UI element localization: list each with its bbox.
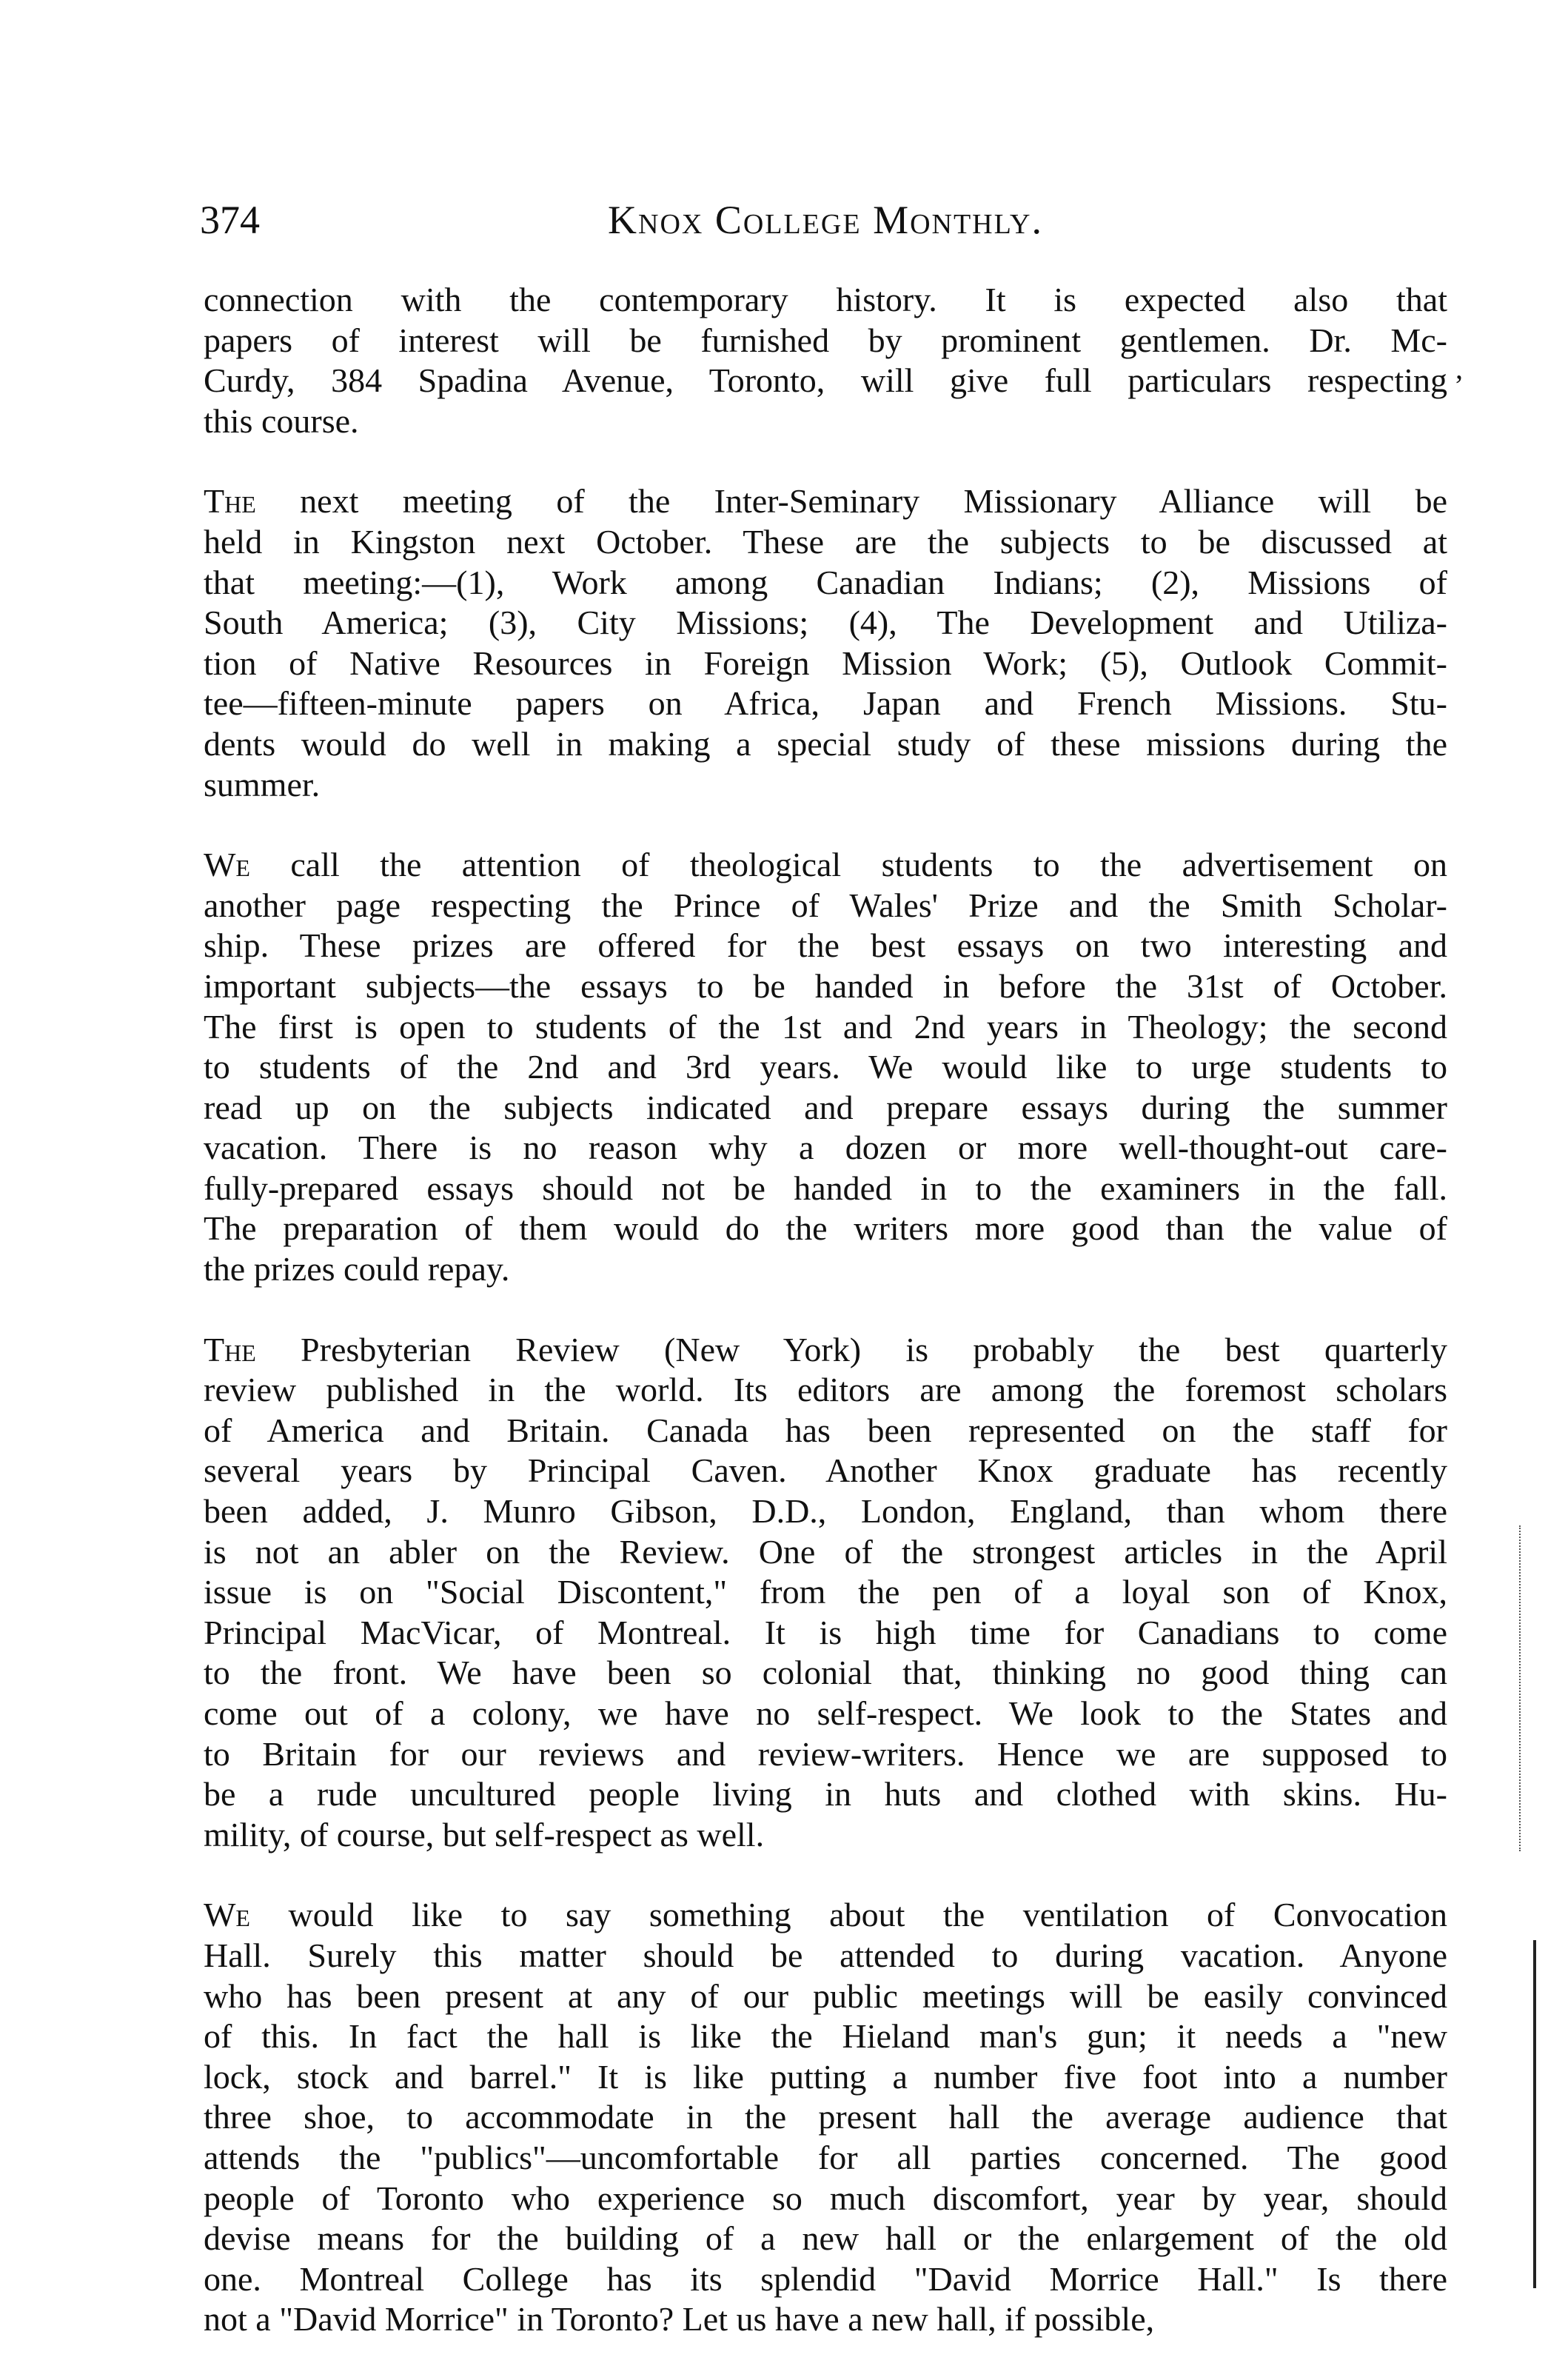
text-line — [204, 1895, 1447, 1936]
line-text: who has been present at any of our public meetings will be easily convinced — [204, 1976, 1447, 2015]
line-text: of this. In fact the hall is like the Hieland man's gun; it needs a "new — [204, 2017, 1447, 2056]
text-line — [204, 644, 1447, 684]
line-text: to students of the 2nd and 3rd years. We would like to urge students to — [204, 1048, 1447, 1086]
binding-edge-dots — [1519, 1525, 1522, 1851]
line-text: people of Toronto who experience so much discomfort, year by year, should — [204, 2179, 1447, 2217]
text-line — [204, 1169, 1447, 1209]
text-line — [204, 1734, 1447, 1775]
stray-mark: , — [1455, 352, 1463, 385]
line-text: Curdy, 384 Spadina Avenue, Toronto, will give full particulars respecting — [204, 361, 1447, 400]
paragraph — [204, 481, 1447, 805]
line-text: review published in the world. Its editors are among the foremost scholars — [204, 1371, 1447, 1409]
line-text: the prizes could repay. — [204, 1250, 510, 1288]
line-text: ship. These prizes are offered for the best essays on two interesting and — [204, 926, 1447, 965]
text-line — [204, 1088, 1447, 1129]
text-line — [204, 1330, 1447, 1371]
line-text: fully-prepared essays should not be handed in to the examiners in the fall. — [204, 1169, 1447, 1207]
page-number: 374 — [200, 198, 260, 242]
paragraph — [204, 280, 1447, 441]
line-text: come out of a colony, we have no self-respect. We look to the States and — [204, 1694, 1447, 1732]
text-line — [204, 481, 1447, 522]
text-line — [204, 1572, 1447, 1613]
line-text: would like to say something about the ventilation of Convocation — [249, 1896, 1447, 1934]
line-text: one. Montreal College has its splendid "David Morrice Hall." Is there — [204, 2259, 1447, 2298]
line-text: be a rude uncultured people living in huts and clothed with skins. Hu- — [204, 1775, 1447, 1814]
text-line — [204, 1653, 1447, 1694]
text-line — [204, 2057, 1447, 2098]
paragraph-lead-word: We — [204, 1896, 250, 1934]
line-text: Principal MacVicar, of Montreal. It is high time for Canadians to come — [204, 1613, 1447, 1651]
text-line — [204, 401, 1447, 442]
line-text: several years by Principal Caven. Another Knox graduate has recently — [204, 1451, 1447, 1490]
article-body — [204, 280, 1447, 2380]
text-line — [204, 765, 1447, 806]
text-line — [204, 522, 1447, 563]
text-line — [204, 321, 1447, 361]
text-line — [204, 2179, 1447, 2219]
line-text: three shoe, to accommodate in the present hall the average audience that — [204, 2098, 1447, 2136]
text-line — [204, 1613, 1447, 1654]
text-line — [204, 1815, 1447, 1856]
text-line — [204, 1128, 1447, 1169]
text-line — [204, 724, 1447, 765]
line-text: not a "David Morrice" in Toronto? Let us have a new hall, if possible, — [204, 2300, 1155, 2339]
text-line — [204, 2016, 1447, 2057]
line-text: issue is on "Social Discontent," from the pen of a loyal son of Knox, — [204, 1573, 1447, 1611]
line-text: dents would do well in making a special study of these missions during the — [204, 724, 1447, 763]
text-line — [204, 683, 1447, 724]
paragraph — [204, 1895, 1447, 2340]
line-text: The preparation of them would do the writers more good than the value of — [204, 1209, 1447, 1248]
text-line — [204, 1047, 1447, 1088]
line-text: lock, stock and barrel." It is like putting a number five foot into a number — [204, 2057, 1447, 2096]
line-text: to Britain for our reviews and review-writers. Hence we are supposed to — [204, 1734, 1447, 1773]
binding-edge-rule — [1533, 1940, 1536, 2288]
line-text: is not an abler on the Review. One of the strongest articles in the April — [204, 1532, 1447, 1571]
line-text: devise means for the building of a new hall or the enlargement of the old — [204, 2219, 1447, 2258]
text-line — [204, 1411, 1447, 1451]
line-text: next meeting of the Inter-Seminary Missionary Alliance will be — [255, 482, 1447, 521]
line-text: another page respecting the Prince of Wales' Prize and the Smith Scholar- — [204, 886, 1447, 924]
text-line — [204, 2259, 1447, 2300]
paragraph-lead-word: We — [204, 846, 250, 884]
line-text: connection with the contemporary history. It is expected also that — [204, 281, 1447, 318]
text-line — [204, 563, 1447, 604]
text-line — [204, 1936, 1447, 1976]
text-line — [204, 2219, 1447, 2259]
text-line — [204, 280, 1447, 321]
text-line — [204, 603, 1447, 644]
text-line — [204, 1209, 1447, 1249]
paragraph-lead-word: The — [204, 482, 256, 521]
text-line — [204, 845, 1447, 886]
line-text: mility, of course, but self-respect as well. — [204, 1815, 765, 1853]
paragraph-lead-word: The — [204, 1330, 256, 1368]
paragraph — [204, 845, 1447, 1290]
text-line — [204, 2097, 1447, 2138]
text-line — [204, 1007, 1447, 1048]
line-text: Presbyterian Review (New York) is probably the best quarterly — [255, 1330, 1447, 1368]
line-text: that meeting:—(1), Work among Canadian Indians; (2), Missions of — [204, 563, 1447, 601]
line-text: tion of Native Resources in Foreign Mission Work; (5), Outlook Commit- — [204, 644, 1447, 682]
line-text: this course. — [204, 401, 359, 440]
line-text: The first is open to students of the 1st and 2nd years in Theology; the second — [204, 1007, 1447, 1046]
text-line — [204, 1451, 1447, 1491]
journal-title: Knox College Monthly. — [608, 198, 1043, 242]
line-text: of America and Britain. Canada has been represented on the staff for — [204, 1411, 1447, 1449]
text-line — [204, 1370, 1447, 1411]
text-line — [204, 2299, 1447, 2340]
line-text: read up on the subjects indicated and prepare essays during the summer — [204, 1088, 1447, 1126]
line-text: papers of interest will be furnished by prominent gentlemen. Dr. Mc- — [204, 321, 1447, 359]
text-line — [204, 1249, 1447, 1290]
line-text: vacation. There is no reason why a dozen or more well-thought-out care- — [204, 1129, 1447, 1167]
text-line — [204, 1694, 1447, 1734]
text-line — [204, 2138, 1447, 2179]
line-text: to the front. We have been so colonial that, thinking no good thing can — [204, 1654, 1447, 1692]
paragraph — [204, 1330, 1447, 1856]
line-text: important subjects—the essays to be handed in before the 31st of October. — [204, 966, 1447, 1005]
line-text: Hall. Surely this matter should be attended to during vacation. Anyone — [204, 1936, 1447, 1974]
text-line — [204, 926, 1447, 966]
text-line — [204, 1491, 1447, 1532]
text-line — [204, 1976, 1447, 2017]
text-line — [204, 1532, 1447, 1573]
line-text: call the attention of theological students to the advertisement on — [249, 846, 1447, 884]
line-text: South America; (3), City Missions; (4), The Development and Utiliza- — [204, 604, 1447, 642]
line-text: been added, J. Munro Gibson, D.D., London, England, than whom there — [204, 1492, 1447, 1531]
line-text: attends the "publics"—uncomfortable for all parties concerned. The good — [204, 2138, 1447, 2176]
running-head — [200, 194, 1451, 253]
text-line — [204, 361, 1447, 401]
line-text: tee—fifteen-minute papers on Africa, Japan and French Missions. Stu- — [204, 684, 1447, 723]
text-line — [204, 886, 1447, 926]
line-text: summer. — [204, 765, 321, 803]
line-text: held in Kingston next October. These are the subjects to be discussed at — [204, 522, 1447, 561]
text-line — [204, 966, 1447, 1007]
text-line — [204, 1774, 1447, 1815]
